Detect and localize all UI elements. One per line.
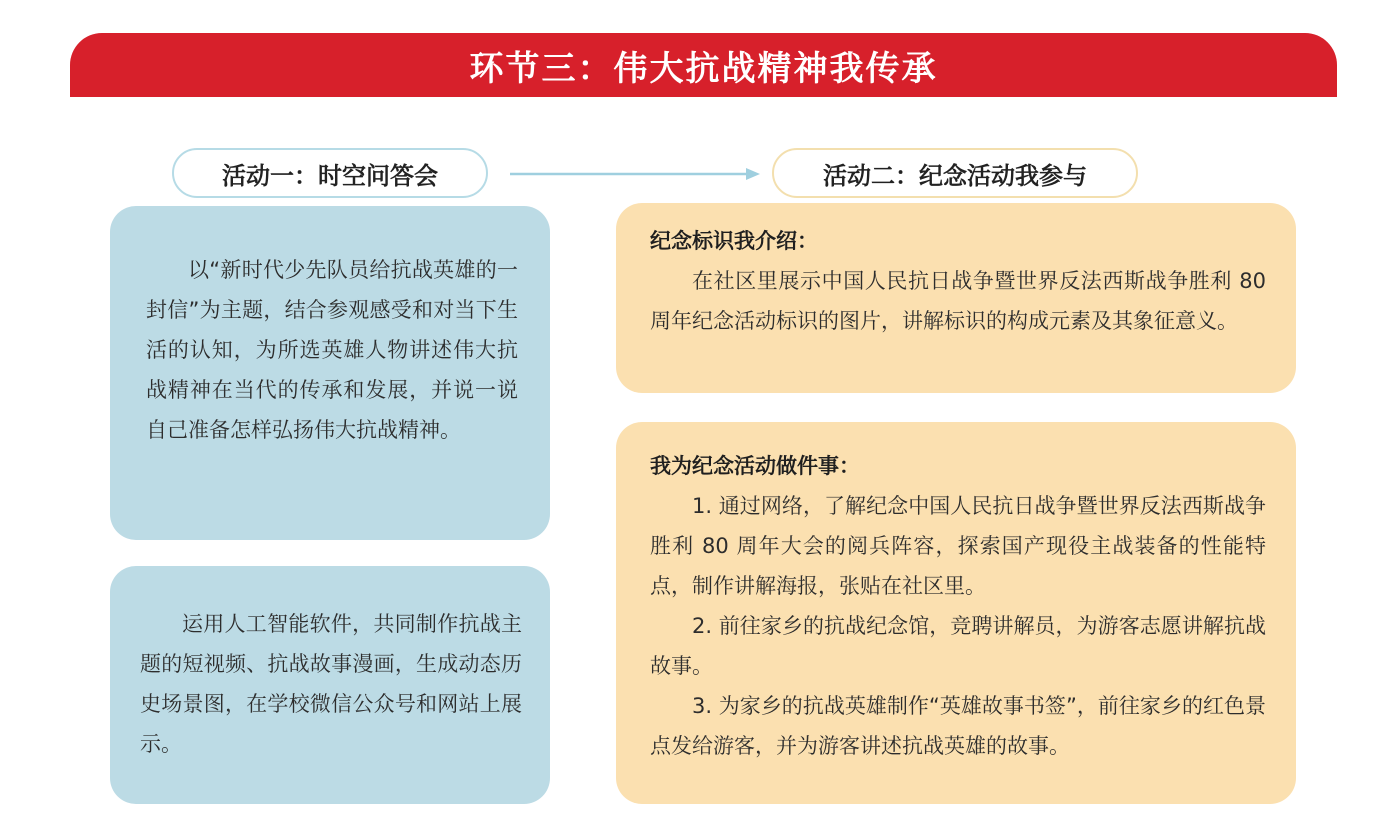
list-item: 3. 为家乡的抗战英雄制作“英雄故事书签”，前往家乡的红色景点发给游客，并为游客讲述抗战英雄的故事。 xyxy=(650,694,1266,758)
commemoration-tasks-heading: 我为纪念活动做件事： xyxy=(650,454,860,478)
letter-task-text: 以“新时代少先队员给抗战英雄的一封信”为主题，结合参观感受和对当下生活的认知，为所选英雄人物讲述伟大抗战精神在当代的传承和发展，并说一说自己准备怎样弘扬伟大抗战精神。 xyxy=(146,258,518,442)
emblem-intro-card xyxy=(616,203,1296,393)
letter-task-card xyxy=(110,206,550,540)
arrow-right-icon xyxy=(510,166,760,182)
list-item: 1. 通过网络，了解纪念中国人民抗日战争暨世界反法西斯战争胜利 80 周年大会的阅兵阵容，探索国产现役主战装备的性能特点，制作讲解海报，张贴在社区里。 xyxy=(650,494,1266,598)
emblem-intro-text: 在社区里展示中国人民抗日战争暨世界反法西斯战争胜利 80 周年纪念活动标识的图片，讲解标识的构成元素及其象征意义。 xyxy=(650,269,1266,333)
section-banner xyxy=(70,33,1337,97)
ai-task-card xyxy=(110,566,550,804)
section-title: 环节三：伟大抗战精神我传承 xyxy=(469,48,938,89)
emblem-intro-heading: 纪念标识我介绍： xyxy=(650,229,818,253)
ai-task-text: 运用人工智能软件，共同制作抗战主题的短视频、抗战故事漫画，生成动态历史场景图，在学校微信公众号和网站上展示。 xyxy=(140,612,522,756)
activity-one-label: 活动一：时空问答会 xyxy=(172,148,488,198)
activity-two-label: 活动二：纪念活动我参与 xyxy=(772,148,1138,198)
commemoration-tasks-card xyxy=(616,422,1296,804)
list-item: 2. 前往家乡的抗战纪念馆，竞聘讲解员，为游客志愿讲解抗战故事。 xyxy=(650,614,1266,678)
